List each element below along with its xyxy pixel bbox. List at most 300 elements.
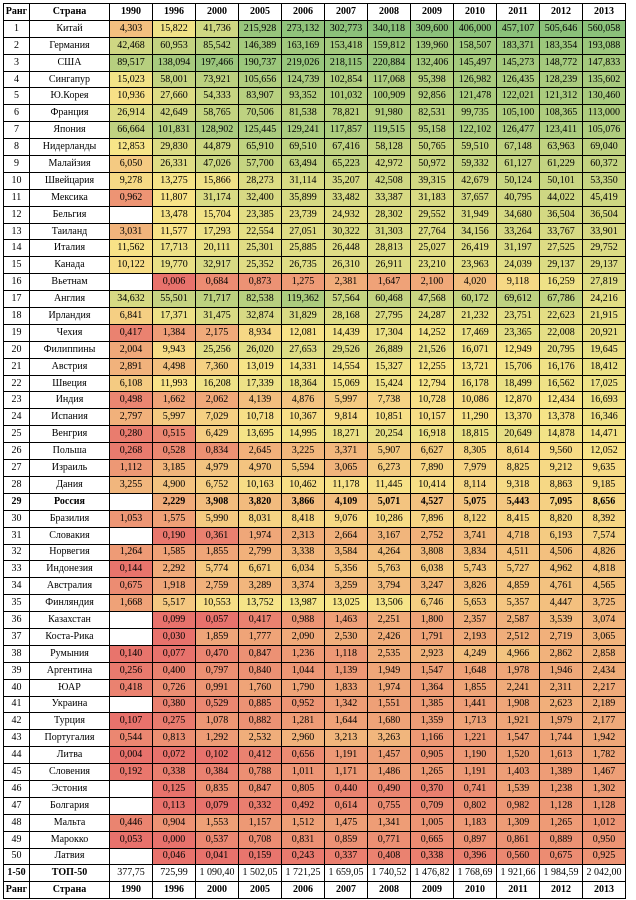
value-cell: 26,735 xyxy=(282,257,325,274)
value-cell: 4,818 xyxy=(583,561,626,578)
value-cell: 63,963 xyxy=(540,139,583,156)
value-cell: 4,761 xyxy=(540,578,583,595)
value-cell: 31,183 xyxy=(411,189,454,206)
value-cell: 4,264 xyxy=(368,544,411,561)
value-cell: 0,053 xyxy=(110,831,153,848)
value-cell: 1,118 xyxy=(325,645,368,662)
country-cell: Малайзия xyxy=(30,156,110,173)
value-cell: 5,075 xyxy=(454,493,497,510)
value-cell: 725,99 xyxy=(153,865,196,882)
table-row xyxy=(4,460,626,477)
value-cell: 1,855 xyxy=(454,679,497,696)
value-cell: 2,177 xyxy=(583,713,626,730)
value-cell: 1,859 xyxy=(196,628,239,645)
value-cell: 2009 xyxy=(411,882,454,899)
value-cell: 148,772 xyxy=(540,54,583,71)
value-cell: 126,477 xyxy=(497,122,540,139)
table-total-row xyxy=(4,865,626,882)
value-cell: 0,544 xyxy=(110,730,153,747)
table-row xyxy=(4,71,626,88)
value-cell: 219,026 xyxy=(282,54,325,71)
value-cell: 47,568 xyxy=(411,291,454,308)
country-cell: Украина xyxy=(30,696,110,713)
value-cell: 119,515 xyxy=(368,122,411,139)
value-cell xyxy=(110,274,153,291)
value-cell: 1,281 xyxy=(282,713,325,730)
value-cell: 218,115 xyxy=(325,54,368,71)
value-cell: 14,471 xyxy=(583,426,626,443)
value-cell: 4,900 xyxy=(153,476,196,493)
value-cell: 35,899 xyxy=(282,189,325,206)
value-cell: 25,027 xyxy=(411,240,454,257)
value-cell: 105,076 xyxy=(583,122,626,139)
value-cell: 33,264 xyxy=(497,223,540,240)
value-cell: 83,907 xyxy=(239,88,282,105)
value-cell: 1,342 xyxy=(325,696,368,713)
value-cell: 31,303 xyxy=(368,223,411,240)
value-cell: 1,662 xyxy=(153,392,196,409)
value-cell: 2,719 xyxy=(540,628,583,645)
value-cell: 163,169 xyxy=(282,37,325,54)
value-cell: 14,331 xyxy=(282,358,325,375)
value-cell: 71,717 xyxy=(196,291,239,308)
rank-cell: 35 xyxy=(4,595,30,612)
value-cell: 0,370 xyxy=(411,780,454,797)
value-cell: 31,829 xyxy=(282,308,325,325)
value-cell: 8,614 xyxy=(497,443,540,460)
value-cell: 13,695 xyxy=(239,426,282,443)
value-cell: 0,797 xyxy=(196,662,239,679)
table-row xyxy=(4,730,626,747)
value-cell: 93,352 xyxy=(282,88,325,105)
value-cell: 7,896 xyxy=(411,510,454,527)
value-cell: 15,822 xyxy=(153,20,196,37)
value-cell: 0,952 xyxy=(282,696,325,713)
value-cell: 105,100 xyxy=(497,105,540,122)
value-cell: 0,492 xyxy=(282,797,325,814)
rank-cell: 41 xyxy=(4,696,30,713)
value-cell: 1 502,05 xyxy=(239,865,282,882)
rank-cell: 19 xyxy=(4,324,30,341)
value-cell: 10,086 xyxy=(454,392,497,409)
value-cell: 1,777 xyxy=(239,628,282,645)
value-cell: 24,932 xyxy=(325,206,368,223)
value-cell: 11,577 xyxy=(153,223,196,240)
country-cell: Швеция xyxy=(30,375,110,392)
value-cell: 22,008 xyxy=(540,324,583,341)
table-row xyxy=(4,88,626,105)
value-cell: 16,176 xyxy=(540,358,583,375)
value-cell: 3,213 xyxy=(325,730,368,747)
value-cell: 2,217 xyxy=(583,679,626,696)
value-cell: 1,974 xyxy=(239,527,282,544)
value-cell: 5,653 xyxy=(454,595,497,612)
value-cell: 35,207 xyxy=(325,172,368,189)
rank-cell: 38 xyxy=(4,645,30,662)
value-cell: 0,835 xyxy=(196,780,239,797)
rank-cell: Ранг xyxy=(4,882,30,899)
value-cell: 5,517 xyxy=(153,595,196,612)
value-cell: 12,794 xyxy=(411,375,454,392)
value-cell: 63,494 xyxy=(282,156,325,173)
value-cell: 340,118 xyxy=(368,20,411,37)
table-row xyxy=(4,747,626,764)
value-cell: 26,020 xyxy=(239,341,282,358)
value-cell: 1,139 xyxy=(325,662,368,679)
country-cell: Россия xyxy=(30,493,110,510)
table-footer-header-row xyxy=(4,882,626,899)
country-cell: Болгария xyxy=(30,797,110,814)
value-cell: 65,223 xyxy=(325,156,368,173)
value-cell: 31,174 xyxy=(196,189,239,206)
value-cell: 0,847 xyxy=(239,645,282,662)
value-cell: 108,365 xyxy=(540,105,583,122)
table-row xyxy=(4,257,626,274)
value-cell: 3,808 xyxy=(411,544,454,561)
value-cell: 26,419 xyxy=(454,240,497,257)
value-cell: 0,079 xyxy=(196,797,239,814)
value-cell xyxy=(110,797,153,814)
value-cell: 6,627 xyxy=(411,443,454,460)
value-cell: 60,953 xyxy=(153,37,196,54)
rank-cell: 34 xyxy=(4,578,30,595)
table-row xyxy=(4,172,626,189)
value-cell: 16,918 xyxy=(411,426,454,443)
value-cell: 33,482 xyxy=(325,189,368,206)
value-cell: 0,529 xyxy=(196,696,239,713)
value-cell: 4,139 xyxy=(239,392,282,409)
value-cell: 58,128 xyxy=(368,139,411,156)
country-cell: Бельгия xyxy=(30,206,110,223)
value-cell: 9,814 xyxy=(325,409,368,426)
value-cell: 4,109 xyxy=(325,493,368,510)
table-row xyxy=(4,206,626,223)
value-cell: 197,466 xyxy=(196,54,239,71)
value-cell: 1,648 xyxy=(454,662,497,679)
rank-cell: 5 xyxy=(4,88,30,105)
rank-cell: 37 xyxy=(4,628,30,645)
value-cell: 158,507 xyxy=(454,37,497,54)
value-cell: 9,318 xyxy=(497,476,540,493)
value-cell: 1,547 xyxy=(411,662,454,679)
value-cell xyxy=(110,696,153,713)
value-cell: 65,910 xyxy=(239,139,282,156)
country-cell: Япония xyxy=(30,122,110,139)
value-cell: 138,094 xyxy=(153,54,196,71)
value-cell: 73,921 xyxy=(196,71,239,88)
value-cell: 14,995 xyxy=(282,426,325,443)
value-cell: 2012 xyxy=(540,882,583,899)
value-cell: 1,585 xyxy=(153,544,196,561)
rank-cell: 50 xyxy=(4,848,30,865)
value-cell: 1 740,52 xyxy=(368,865,411,882)
value-cell: 0,192 xyxy=(110,764,153,781)
value-cell: 4,498 xyxy=(153,358,196,375)
value-cell: 18,499 xyxy=(497,375,540,392)
value-cell: 42,649 xyxy=(153,105,196,122)
country-cell: Марокко xyxy=(30,831,110,848)
value-cell: 1,191 xyxy=(454,764,497,781)
value-cell: 0,412 xyxy=(239,747,282,764)
exports-table-container xyxy=(3,3,626,899)
value-cell xyxy=(110,493,153,510)
value-cell: 40,795 xyxy=(497,189,540,206)
value-cell: 3,289 xyxy=(239,578,282,595)
value-cell: 13,721 xyxy=(454,358,497,375)
value-cell: 10,367 xyxy=(282,409,325,426)
country-cell: Польша xyxy=(30,443,110,460)
table-row xyxy=(4,358,626,375)
value-cell: 0,726 xyxy=(153,679,196,696)
value-cell: 27,819 xyxy=(583,274,626,291)
value-cell: 4,506 xyxy=(540,544,583,561)
value-cell: 0,840 xyxy=(239,662,282,679)
value-cell: 16,208 xyxy=(196,375,239,392)
country-cell: Словения xyxy=(30,764,110,781)
value-cell: 1,112 xyxy=(110,460,153,477)
value-cell: 3,725 xyxy=(583,595,626,612)
rank-cell: 40 xyxy=(4,679,30,696)
value-cell: 0,904 xyxy=(153,814,196,831)
value-cell: 1,457 xyxy=(368,747,411,764)
value-cell: 1 984,59 xyxy=(540,865,583,882)
value-cell: 117,068 xyxy=(368,71,411,88)
value-cell: 21,232 xyxy=(454,308,497,325)
value-cell: 1,520 xyxy=(497,747,540,764)
value-cell: 0,498 xyxy=(110,392,153,409)
value-cell: 0,861 xyxy=(497,831,540,848)
value-cell: 13,506 xyxy=(368,595,411,612)
value-cell: 1,275 xyxy=(282,274,325,291)
value-cell: 3,826 xyxy=(454,578,497,595)
value-cell: 0,072 xyxy=(153,747,196,764)
value-cell: 42,508 xyxy=(368,172,411,189)
value-cell: 12,870 xyxy=(497,392,540,409)
value-cell: 0,440 xyxy=(325,780,368,797)
value-cell: 8,305 xyxy=(454,443,497,460)
value-cell: 0,847 xyxy=(239,780,282,797)
value-cell: 2011 xyxy=(497,882,540,899)
value-cell: 1,942 xyxy=(583,730,626,747)
value-cell: 23,739 xyxy=(282,206,325,223)
value-cell: 0,859 xyxy=(325,831,368,848)
value-cell: 8,415 xyxy=(497,510,540,527)
rank-cell: 13 xyxy=(4,223,30,240)
value-cell: 0,831 xyxy=(282,831,325,848)
value-cell: 101,831 xyxy=(153,122,196,139)
value-cell: 117,857 xyxy=(325,122,368,139)
value-cell: 0,144 xyxy=(110,561,153,578)
value-cell: 2,532 xyxy=(239,730,282,747)
value-cell: 0,099 xyxy=(153,612,196,629)
rank-cell: 28 xyxy=(4,476,30,493)
value-cell: 8,031 xyxy=(239,510,282,527)
value-cell xyxy=(110,612,153,629)
value-cell: 1,128 xyxy=(583,797,626,814)
value-cell: 9,212 xyxy=(540,460,583,477)
value-cell: 10,462 xyxy=(282,476,325,493)
value-cell: 0,805 xyxy=(282,780,325,797)
table-row xyxy=(4,662,626,679)
value-cell: 132,406 xyxy=(411,54,454,71)
value-cell: 122,021 xyxy=(497,88,540,105)
value-cell: 3,065 xyxy=(583,628,626,645)
value-cell: 4,966 xyxy=(497,645,540,662)
value-cell: 33,901 xyxy=(583,223,626,240)
value-cell: 0,337 xyxy=(325,848,368,865)
value-cell: 69,612 xyxy=(497,291,540,308)
value-cell: 23,385 xyxy=(239,206,282,223)
value-cell: 1996 xyxy=(153,4,196,21)
value-cell: 6,108 xyxy=(110,375,153,392)
value-cell: 57,700 xyxy=(239,156,282,173)
rank-cell: 9 xyxy=(4,156,30,173)
rank-cell: 32 xyxy=(4,544,30,561)
value-cell: 125,445 xyxy=(239,122,282,139)
value-cell: 28,168 xyxy=(325,308,368,325)
value-cell: 1,680 xyxy=(368,713,411,730)
value-cell: 4,511 xyxy=(497,544,540,561)
value-cell: 0,802 xyxy=(454,797,497,814)
value-cell: 1,292 xyxy=(196,730,239,747)
value-cell: 26,911 xyxy=(368,257,411,274)
rank-cell: 31 xyxy=(4,527,30,544)
value-cell: 16,693 xyxy=(583,392,626,409)
value-cell: 10,163 xyxy=(239,476,282,493)
table-row xyxy=(4,20,626,37)
value-cell: 2,357 xyxy=(454,612,497,629)
value-cell: 2007 xyxy=(325,4,368,21)
table-row xyxy=(4,156,626,173)
value-cell xyxy=(110,206,153,223)
value-cell: 2,292 xyxy=(153,561,196,578)
value-cell: 0,788 xyxy=(239,764,282,781)
value-cell: 1,128 xyxy=(540,797,583,814)
value-cell: 2010 xyxy=(454,882,497,899)
value-cell: 102,854 xyxy=(325,71,368,88)
value-cell: 23,963 xyxy=(454,257,497,274)
value-cell: 1,553 xyxy=(196,814,239,831)
value-cell: 1,512 xyxy=(282,814,325,831)
value-cell: 23,751 xyxy=(497,308,540,325)
value-cell: 31,949 xyxy=(454,206,497,223)
value-cell: 10,414 xyxy=(411,476,454,493)
value-cell: 1,908 xyxy=(497,696,540,713)
value-cell: 1,236 xyxy=(282,645,325,662)
value-cell: 14,439 xyxy=(325,324,368,341)
value-cell: 0,665 xyxy=(411,831,454,848)
value-cell: 1,467 xyxy=(583,764,626,781)
value-cell: 95,398 xyxy=(411,71,454,88)
value-cell: 1,044 xyxy=(282,662,325,679)
value-cell: 44,879 xyxy=(196,139,239,156)
value-cell: 36,504 xyxy=(583,206,626,223)
table-row xyxy=(4,426,626,443)
value-cell: 2,189 xyxy=(583,696,626,713)
rank-cell: 49 xyxy=(4,831,30,848)
value-cell: 130,460 xyxy=(583,88,626,105)
value-cell: 1,547 xyxy=(497,730,540,747)
value-cell: 82,531 xyxy=(411,105,454,122)
value-cell: 3,259 xyxy=(325,578,368,595)
value-cell: 4,979 xyxy=(196,460,239,477)
value-cell: 0,755 xyxy=(368,797,411,814)
value-cell: 128,902 xyxy=(196,122,239,139)
value-cell: 27,764 xyxy=(411,223,454,240)
value-cell: 60,172 xyxy=(454,291,497,308)
value-cell: 58,001 xyxy=(153,71,196,88)
value-cell: 3,539 xyxy=(540,612,583,629)
value-cell: 101,032 xyxy=(325,88,368,105)
table-row xyxy=(4,223,626,240)
value-cell: 42,972 xyxy=(368,156,411,173)
value-cell: 4,718 xyxy=(497,527,540,544)
value-cell: 0,417 xyxy=(110,324,153,341)
value-cell: 3,908 xyxy=(196,493,239,510)
value-cell: 1,782 xyxy=(583,747,626,764)
value-cell: 10,122 xyxy=(110,257,153,274)
value-cell: 0,982 xyxy=(497,797,540,814)
value-cell: 32,400 xyxy=(239,189,282,206)
table-row xyxy=(4,578,626,595)
value-cell: 4,970 xyxy=(239,460,282,477)
country-cell: Латвия xyxy=(30,848,110,865)
value-cell: 0,396 xyxy=(454,848,497,865)
value-cell: 5,594 xyxy=(282,460,325,477)
value-cell: 2,004 xyxy=(110,341,153,358)
value-cell: 30,322 xyxy=(325,223,368,240)
value-cell: 273,132 xyxy=(282,20,325,37)
value-cell: 0,882 xyxy=(239,713,282,730)
value-cell: 0,675 xyxy=(540,848,583,865)
value-cell: 1,949 xyxy=(368,662,411,679)
value-cell: 0,897 xyxy=(454,831,497,848)
value-cell: 0,338 xyxy=(411,848,454,865)
value-cell: 4,303 xyxy=(110,20,153,37)
value-cell: 1,221 xyxy=(454,730,497,747)
value-cell: 2,229 xyxy=(153,493,196,510)
rank-cell: 20 xyxy=(4,341,30,358)
value-cell: 4,527 xyxy=(411,493,454,510)
value-cell: 0,675 xyxy=(110,578,153,595)
rank-cell: 12 xyxy=(4,206,30,223)
value-cell: 4,020 xyxy=(454,274,497,291)
value-cell: 22,623 xyxy=(540,308,583,325)
country-cell: Дания xyxy=(30,476,110,493)
value-cell: 0,332 xyxy=(239,797,282,814)
value-cell: 24,216 xyxy=(583,291,626,308)
value-cell: 31,197 xyxy=(497,240,540,257)
value-cell: 0,684 xyxy=(196,274,239,291)
value-cell: 70,506 xyxy=(239,105,282,122)
value-cell: 10,851 xyxy=(368,409,411,426)
value-cell: 2,862 xyxy=(540,645,583,662)
value-cell: 9,118 xyxy=(497,274,540,291)
value-cell: 12,081 xyxy=(282,324,325,341)
value-cell: 25,256 xyxy=(196,341,239,358)
value-cell: 124,739 xyxy=(282,71,325,88)
value-cell: 12,434 xyxy=(540,392,583,409)
country-cell: Индия xyxy=(30,392,110,409)
value-cell xyxy=(110,780,153,797)
rank-cell: 3 xyxy=(4,54,30,71)
value-cell: 3,185 xyxy=(153,460,196,477)
value-cell: 12,052 xyxy=(583,443,626,460)
rank-cell: 15 xyxy=(4,257,30,274)
value-cell: 23,365 xyxy=(497,324,540,341)
value-cell: 183,371 xyxy=(497,37,540,54)
value-cell: 2,193 xyxy=(454,628,497,645)
